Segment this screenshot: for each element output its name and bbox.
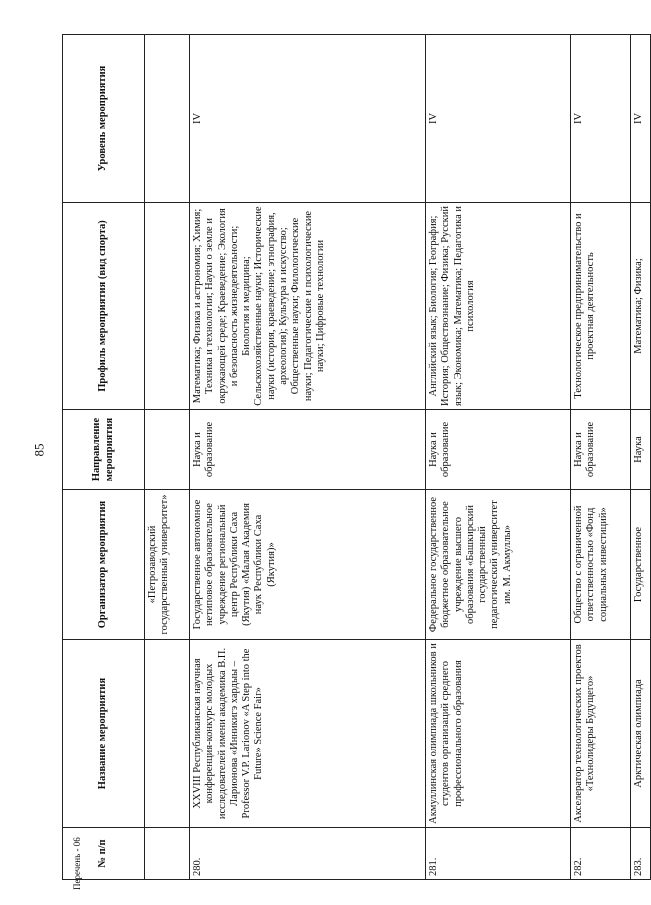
cell-profile: Математика; Физика;	[631, 203, 651, 410]
cell-level: IV	[631, 35, 651, 203]
cell-organizer: Общество с ограниченной ответственностью «Фонд социальных инвестиций»	[571, 490, 631, 640]
table-header-row	[63, 35, 145, 880]
cell-name: XXVIII Республиканская научная конференция-конкурс молодых исследователей имени академика В.П. Ларионова «Инникигэ хардыы – Professor V.P. Larionov «A Step into the Future» Science Fair»	[190, 640, 426, 828]
cell-name: Арктическая олимпиада	[631, 640, 651, 828]
header-organizer: Организатор мероприятия	[63, 490, 145, 640]
table-row	[426, 35, 571, 880]
cell-organizer: Государственное	[631, 490, 651, 640]
table-row	[145, 35, 190, 880]
cell-level: IV	[190, 35, 426, 203]
events-table	[62, 34, 651, 880]
cell-num: 280.	[190, 828, 426, 880]
cell-direction: Наука	[631, 410, 651, 490]
cell-level: IV	[571, 35, 631, 203]
cell-profile: Технологическое предпринимательство и проектная деятельность	[571, 203, 631, 410]
cell-num	[145, 828, 190, 880]
cell-profile	[145, 203, 190, 410]
page-number: 85	[31, 443, 47, 457]
header-num: № п/п	[63, 828, 145, 880]
cell-level: IV	[426, 35, 571, 203]
table-row	[571, 35, 631, 880]
table-row	[190, 35, 426, 880]
cell-num: 282.	[571, 828, 631, 880]
cell-name	[145, 640, 190, 828]
cell-name: Акселератор технологических проектов «Технолидеры Будущего»	[571, 640, 631, 828]
cell-direction	[145, 410, 190, 490]
rotated-table-container	[62, 35, 644, 880]
header-name: Название мероприятия	[63, 640, 145, 828]
cell-num: 283.	[631, 828, 651, 880]
cell-profile: Английский язык; Биология; География; История; Обществознание; Физика; Русский язык; Экономика; Математика; Педагогика и психология	[426, 203, 571, 410]
cell-level	[145, 35, 190, 203]
cell-direction: Наука и образование	[571, 410, 631, 490]
footer-code: Перечень - 06	[72, 837, 82, 890]
cell-profile: Математика; Физика и астрономия; Химия; Техника и технологии; Науки о земле и окружающей среде; Краеведение; Экология и безопасность жизнедеятельности; Биология и медицина; Сельскохозяйственные науки; Исторические науки (история, краеведение; этнография, археология); Культура и искусство; Общественные науки; Филологические науки; Педагогические и психологические науки; Цифровые технологии	[190, 203, 426, 410]
cell-direction: Наука и образование	[190, 410, 426, 490]
cell-direction: Наука и образование	[426, 410, 571, 490]
cell-name: Акмуллинская олимпиада школьников и студентов организаций среднего профессионального образования	[426, 640, 571, 828]
header-level: Уровень мероприятия	[63, 35, 145, 203]
header-profile: Профиль мероприятия (вид спорта)	[63, 203, 145, 410]
cell-organizer: Государственное автономное нетиповое образовательное учреждение региональный центр Республики Саха (Якутия) «Малая Академия наук Республики Саха (Якутия)»	[190, 490, 426, 640]
header-direction: Направление мероприятия	[63, 410, 145, 490]
cell-organizer: Федеральное государственное бюджетное образовательное учреждение высшего образования «Башкирский государственный педагогический университет им. М. Акмуллы»	[426, 490, 571, 640]
cell-num: 281.	[426, 828, 571, 880]
table-row	[631, 35, 651, 880]
cell-organizer: «Петрозаводский государственный университет»	[145, 490, 190, 640]
